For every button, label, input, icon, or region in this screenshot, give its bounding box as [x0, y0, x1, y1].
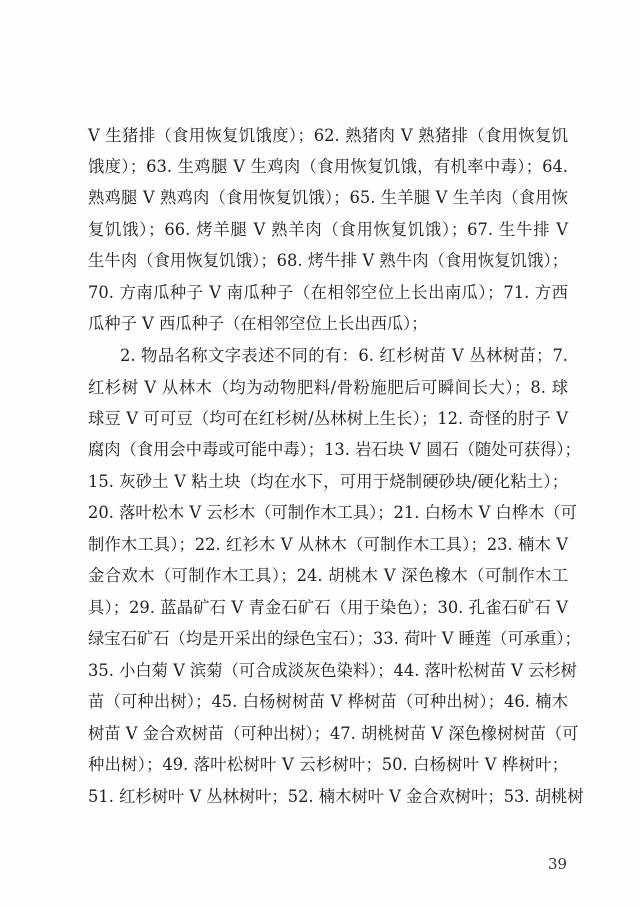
- paragraph-2-line-2: 红杉树 V 从林木（均为动物肥料/骨粉施肥后可瞬间长大）；8. 球: [88, 378, 568, 397]
- paragraph-1-line-7: 瓜种子 V 西瓜种子（在相邻空位上长出西瓜）；: [88, 314, 428, 333]
- paragraph-1-line-4: 复饥饿）；66. 烤羊腿 V 熟羊肉（食用恢复饥饿）；67. 生牛排 V: [88, 220, 568, 239]
- paragraph-2-line-6: 20. 落叶松木 V 云杉木（可制作木工具）；21. 白杨木 V 白桦木（可: [88, 503, 577, 522]
- paragraph-1-line-2: 饿度）；63. 生鸡腿 V 生鸡肉（食用恢复饥饿，有机率中毒）；64.: [88, 157, 568, 176]
- paragraph-2-line-3: 球豆 V 可可豆（均可在红杉树/丛林树上生长）；12. 奇怪的肘子 V: [88, 409, 568, 428]
- paragraph-2-line-4: 腐肉（食用会中毒或可能中毒）；13. 岩石块 V 圆石（随处可获得）；: [88, 440, 581, 459]
- paragraph-2-line-12: 苗（可种出树）；45. 白杨树树苗 V 桦树苗（可种出树）；46. 楠木: [88, 692, 568, 711]
- paragraph-1-line-5: 生牛肉（食用恢复饥饿）；68. 烤牛排 V 熟牛肉（食用恢复饥饿）；: [88, 251, 568, 270]
- page-number: 39: [548, 855, 568, 873]
- paragraph-1-line-3: 熟鸡腿 V 熟鸡肉（食用恢复饥饿）；65. 生羊腿 V 生羊肉（食用恢: [88, 188, 568, 207]
- paragraph-2-line-7: 制作木工具）；22. 红衫木 V 从林木（可制作木工具）；23. 楠木 V: [88, 535, 568, 554]
- paragraph-2-line-11: 35. 小白菊 V 滨菊（可合成淡灰色染料）；44. 落叶松树苗 V 云杉树: [88, 661, 577, 680]
- paragraph-2-line-13: 树苗 V 金合欢树苗（可种出树）；47. 胡桃树苗 V 深色橡树树苗（可: [88, 724, 579, 743]
- paragraph-2-line-10: 绿宝石矿石（均是开采出的绿色宝石）；33. 荷叶 V 睡莲（可承重）；: [88, 629, 581, 648]
- paragraph-2-line-15: 51. 红杉树叶 V 丛林树叶；52. 楠木树叶 V 金合欢树叶；53. 胡桃树: [88, 787, 584, 806]
- paragraph-2-line-9: 具）；29. 蓝晶矿石 V 青金石矿石（用于染色）；30. 孔雀石矿石 V: [88, 598, 568, 617]
- paragraph-2-line-8: 金合欢木（可制作木工具）；24. 胡桃木 V 深色橡木（可制作木工: [88, 566, 568, 585]
- paragraph-2-line-5: 15. 灰砂土 V 粘土块（均在水下，可用于烧制硬砂块/硬化粘土）；: [88, 472, 568, 491]
- paragraph-2-line-14: 种出树）；49. 落叶松树叶 V 云杉树叶；50. 白杨树叶 V 桦树叶；: [88, 755, 568, 774]
- paragraph-1-line-1: V 生猪排（食用恢复饥饿度）；62. 熟猪肉 V 熟猪排（食用恢复饥: [88, 126, 568, 145]
- paragraph-1-line-6: 70. 方南瓜种子 V 南瓜种子（在相邻空位上长出南瓜）；71. 方西: [88, 283, 568, 302]
- paragraph-2-line-1: 2. 物品名称文字表述不同的有：6. 红杉树苗 V 丛林树苗；7.: [120, 346, 568, 365]
